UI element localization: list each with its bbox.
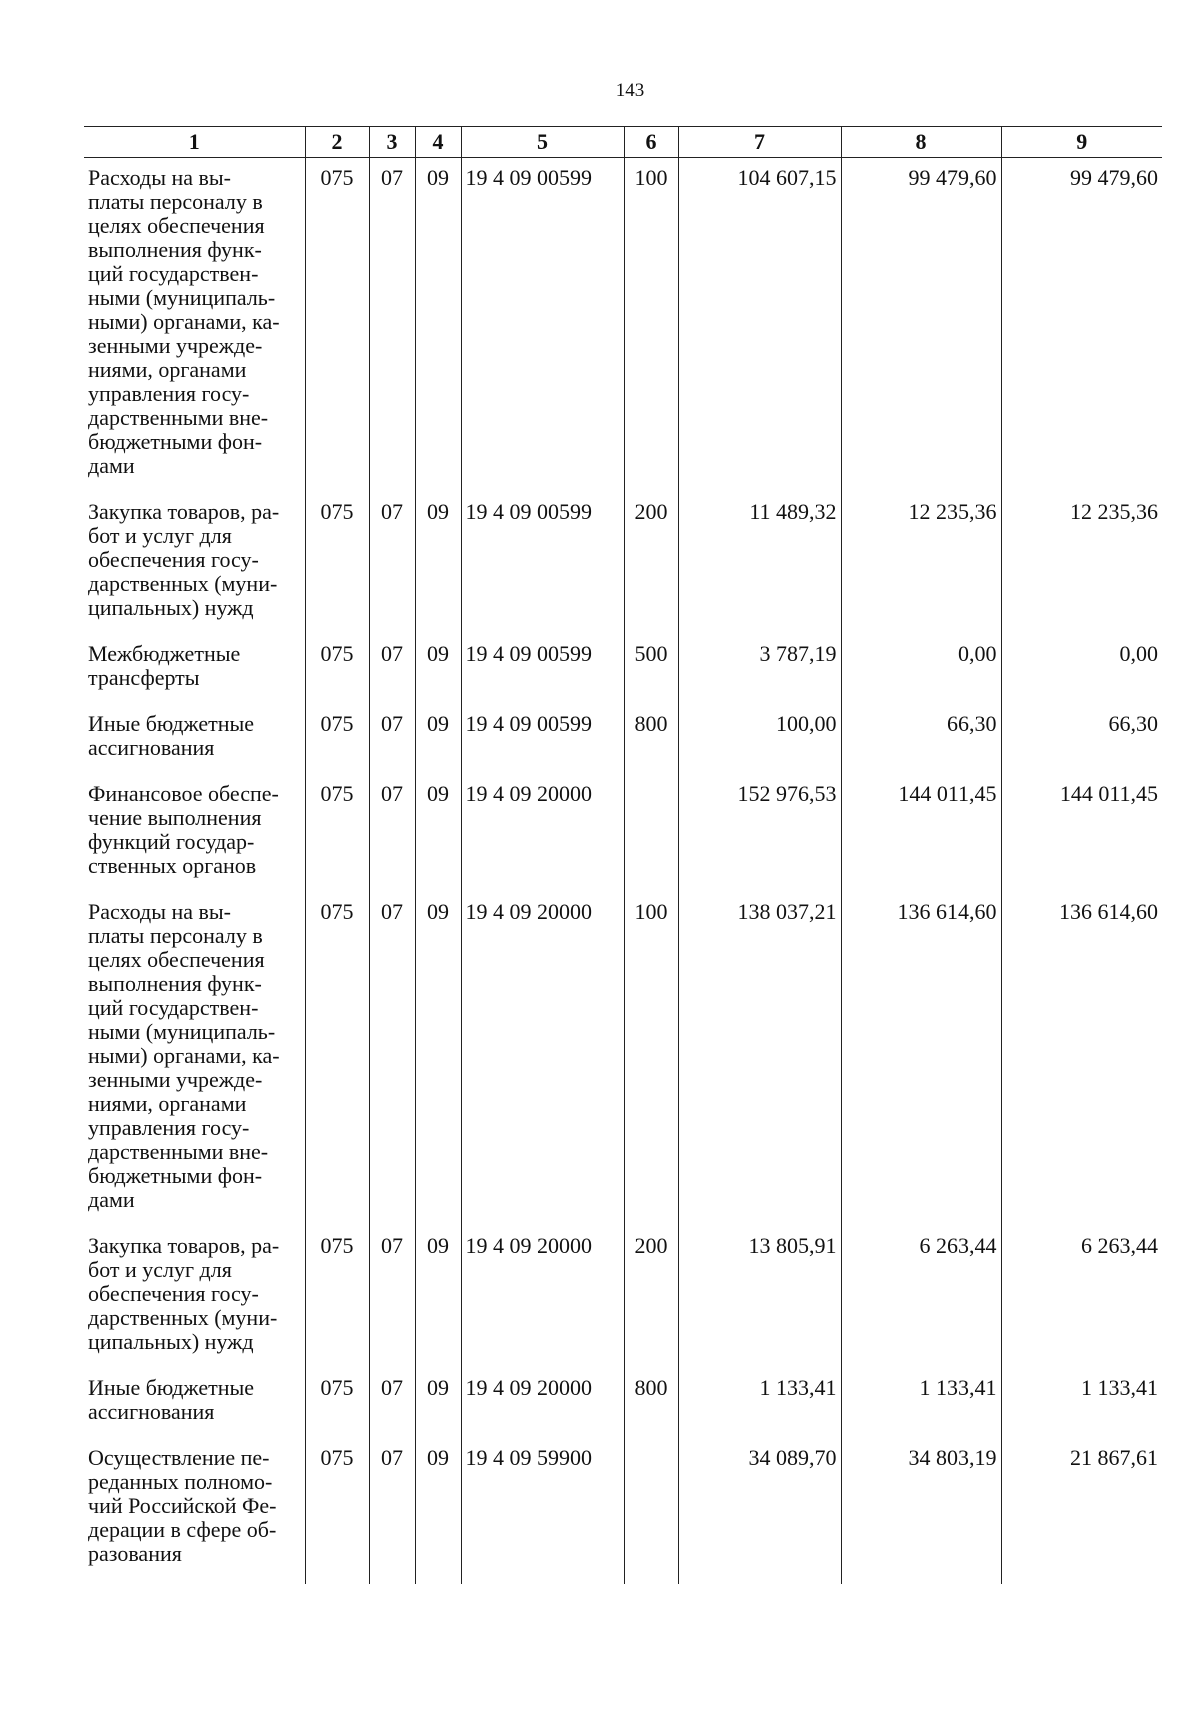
target-article-cell: 19 4 09 20000 — [461, 1226, 624, 1368]
amount-col7-cell: 34 089,70 — [678, 1438, 841, 1584]
expense-name-line: ными) органами, ка- — [88, 1043, 280, 1068]
section-cell: 07 — [369, 492, 415, 634]
amount-col8-cell: 144 011,45 — [841, 774, 1001, 892]
expense-name-line: Межбюджетные — [88, 641, 241, 666]
amount-col7-cell: 1 133,41 — [678, 1368, 841, 1438]
expense-name-line: ниями, органами — [88, 357, 247, 382]
table-row — [84, 892, 1162, 1226]
subsection-cell: 09 — [415, 634, 461, 704]
table-row — [84, 634, 1162, 704]
expense-name-line: ций государствен- — [88, 995, 259, 1020]
expense-name-cell — [84, 704, 305, 774]
target-article-cell: 19 4 09 00599 — [461, 158, 624, 493]
expense-name-line: ными (муниципаль- — [88, 1019, 276, 1044]
expense-type-cell: 200 — [624, 1226, 678, 1368]
expense-name-line: функций государ- — [88, 829, 255, 854]
admin-code-cell: 075 — [305, 704, 369, 774]
expense-name-line: обеспечения госу- — [88, 1281, 259, 1306]
amount-col7-cell: 3 787,19 — [678, 634, 841, 704]
expense-type-cell — [624, 1438, 678, 1584]
expense-name-line: дарственных (муни- — [88, 1305, 278, 1330]
amount-col9-cell: 144 011,45 — [1001, 774, 1162, 892]
expense-name-line: дарственными вне- — [88, 1139, 269, 1164]
expense-name-line: трансферты — [88, 665, 200, 690]
target-article-cell: 19 4 09 20000 — [461, 774, 624, 892]
amount-col9-cell: 66,30 — [1001, 704, 1162, 774]
subsection-cell: 09 — [415, 774, 461, 892]
expense-name-cell — [84, 892, 305, 1226]
expense-name-line: зенными учрежде- — [88, 333, 263, 358]
admin-code-cell: 075 — [305, 1368, 369, 1438]
expense-name-line: бюджетными фон- — [88, 1163, 263, 1188]
subsection-cell: 09 — [415, 704, 461, 774]
section-cell: 07 — [369, 704, 415, 774]
expense-name-line: выполнения функ- — [88, 237, 262, 262]
admin-code-cell: 075 — [305, 1438, 369, 1584]
expense-name-line: дами — [88, 1187, 135, 1212]
subsection-cell: 09 — [415, 1368, 461, 1438]
target-article-cell: 19 4 09 20000 — [461, 1368, 624, 1438]
section-cell: 07 — [369, 1226, 415, 1368]
expense-name-line: управления госу- — [88, 381, 250, 406]
column-header: 2 — [305, 127, 369, 158]
amount-col9-cell: 21 867,61 — [1001, 1438, 1162, 1584]
admin-code-cell: 075 — [305, 1226, 369, 1368]
page-number: 143 — [615, 80, 645, 101]
subsection-cell: 09 — [415, 1226, 461, 1368]
table-row — [84, 492, 1162, 634]
expense-type-cell — [624, 774, 678, 892]
admin-code-cell: 075 — [305, 774, 369, 892]
column-header: 1 — [84, 127, 305, 158]
amount-col7-cell: 11 489,32 — [678, 492, 841, 634]
expense-name-line: ций государствен- — [88, 261, 259, 286]
expense-name-line: ассигнования — [88, 1399, 215, 1424]
table-row — [84, 774, 1162, 892]
amount-col9-cell: 0,00 — [1001, 634, 1162, 704]
amount-col8-cell: 0,00 — [841, 634, 1001, 704]
target-article-cell: 19 4 09 59900 — [461, 1438, 624, 1584]
expense-name-line: ными) органами, ка- — [88, 309, 280, 334]
admin-code-cell: 075 — [305, 492, 369, 634]
target-article-cell: 19 4 09 00599 — [461, 492, 624, 634]
table-body — [84, 158, 1162, 1585]
amount-col8-cell: 6 263,44 — [841, 1226, 1001, 1368]
amount-col8-cell: 136 614,60 — [841, 892, 1001, 1226]
column-header: 5 — [461, 127, 624, 158]
expense-name-cell — [84, 1226, 305, 1368]
subsection-cell: 09 — [415, 1438, 461, 1584]
section-cell: 07 — [369, 892, 415, 1226]
expense-name-line: разования — [88, 1541, 182, 1566]
target-article-cell: 19 4 09 00599 — [461, 704, 624, 774]
expense-name-cell — [84, 1438, 305, 1584]
expense-name-line: ственных органов — [88, 853, 257, 878]
expense-type-cell: 800 — [624, 704, 678, 774]
section-cell: 07 — [369, 1368, 415, 1438]
expense-name-line: выполнения функ- — [88, 971, 262, 996]
admin-code-cell: 075 — [305, 892, 369, 1226]
expense-name-line: Расходы на вы- — [88, 165, 232, 190]
expense-name-line: чение выполнения — [88, 805, 262, 830]
expense-name-line: бот и услуг для — [88, 1257, 232, 1282]
expense-name-cell — [84, 158, 305, 493]
expense-type-cell: 100 — [624, 158, 678, 493]
expense-name-line: чий Российской Фе- — [88, 1493, 277, 1518]
table-header-row — [84, 127, 1162, 158]
table-row — [84, 1438, 1162, 1584]
amount-col7-cell: 138 037,21 — [678, 892, 841, 1226]
amount-col8-cell: 66,30 — [841, 704, 1001, 774]
expense-name-line: дарственных (муни- — [88, 571, 278, 596]
subsection-cell: 09 — [415, 158, 461, 493]
expense-name-line: Иные бюджетные — [88, 1375, 255, 1400]
target-article-cell: 19 4 09 00599 — [461, 634, 624, 704]
table-row — [84, 704, 1162, 774]
amount-col9-cell: 136 614,60 — [1001, 892, 1162, 1226]
amount-col9-cell: 99 479,60 — [1001, 158, 1162, 493]
amount-col7-cell: 152 976,53 — [678, 774, 841, 892]
expense-name-line: платы персоналу в — [88, 923, 263, 948]
expense-name-line: Закупка товаров, ра- — [88, 1233, 280, 1258]
amount-col8-cell: 34 803,19 — [841, 1438, 1001, 1584]
table-row — [84, 158, 1162, 493]
expense-name-line: дарственными вне- — [88, 405, 269, 430]
column-header: 9 — [1001, 127, 1162, 158]
section-cell: 07 — [369, 634, 415, 704]
table-row — [84, 1368, 1162, 1438]
expense-name-line: ципальных) нужд — [88, 1329, 254, 1354]
table-row — [84, 1226, 1162, 1368]
column-header: 6 — [624, 127, 678, 158]
expense-name-line: дами — [88, 453, 135, 478]
admin-code-cell: 075 — [305, 158, 369, 493]
amount-col9-cell: 12 235,36 — [1001, 492, 1162, 634]
expense-name-line: ниями, органами — [88, 1091, 247, 1116]
expense-name-line: бюджетными фон- — [88, 429, 263, 454]
subsection-cell: 09 — [415, 892, 461, 1226]
section-cell: 07 — [369, 158, 415, 493]
expense-name-line: Финансовое обеспе- — [88, 781, 279, 806]
expense-name-line: обеспечения госу- — [88, 547, 259, 572]
expense-name-line: ассигнования — [88, 735, 215, 760]
section-cell: 07 — [369, 1438, 415, 1584]
column-header: 3 — [369, 127, 415, 158]
expense-type-cell: 800 — [624, 1368, 678, 1438]
expense-name-line: дерации в сфере об- — [88, 1517, 277, 1542]
column-header: 7 — [678, 127, 841, 158]
expense-name-line: Иные бюджетные — [88, 711, 255, 736]
expense-name-line: платы персоналу в — [88, 189, 263, 214]
amount-col8-cell: 99 479,60 — [841, 158, 1001, 493]
budget-table — [84, 126, 1162, 1584]
amount-col8-cell: 1 133,41 — [841, 1368, 1001, 1438]
expense-name-line: Расходы на вы- — [88, 899, 232, 924]
expense-type-cell: 500 — [624, 634, 678, 704]
column-header: 4 — [415, 127, 461, 158]
target-article-cell: 19 4 09 20000 — [461, 892, 624, 1226]
amount-col7-cell: 100,00 — [678, 704, 841, 774]
amount-col8-cell: 12 235,36 — [841, 492, 1001, 634]
expense-name-line: Закупка товаров, ра- — [88, 499, 280, 524]
column-header: 8 — [841, 127, 1001, 158]
expense-name-line: целях обеспечения — [88, 947, 265, 972]
expense-name-line: бот и услуг для — [88, 523, 232, 548]
expense-name-line: управления госу- — [88, 1115, 250, 1140]
expense-name-cell — [84, 1368, 305, 1438]
expense-type-cell: 100 — [624, 892, 678, 1226]
admin-code-cell: 075 — [305, 634, 369, 704]
expense-type-cell: 200 — [624, 492, 678, 634]
amount-col7-cell: 104 607,15 — [678, 158, 841, 493]
subsection-cell: 09 — [415, 492, 461, 634]
expense-name-cell — [84, 774, 305, 892]
expense-name-line: реданных полномо- — [88, 1469, 273, 1494]
expense-name-line: зенными учрежде- — [88, 1067, 263, 1092]
amount-col7-cell: 13 805,91 — [678, 1226, 841, 1368]
expense-name-line: Осуществление пе- — [88, 1445, 270, 1470]
amount-col9-cell: 1 133,41 — [1001, 1368, 1162, 1438]
expense-name-line: целях обеспечения — [88, 213, 265, 238]
section-cell: 07 — [369, 774, 415, 892]
expense-name-line: ципальных) нужд — [88, 595, 254, 620]
expense-name-line: ными (муниципаль- — [88, 285, 276, 310]
amount-col9-cell: 6 263,44 — [1001, 1226, 1162, 1368]
expense-name-cell — [84, 492, 305, 634]
expense-name-cell — [84, 634, 305, 704]
